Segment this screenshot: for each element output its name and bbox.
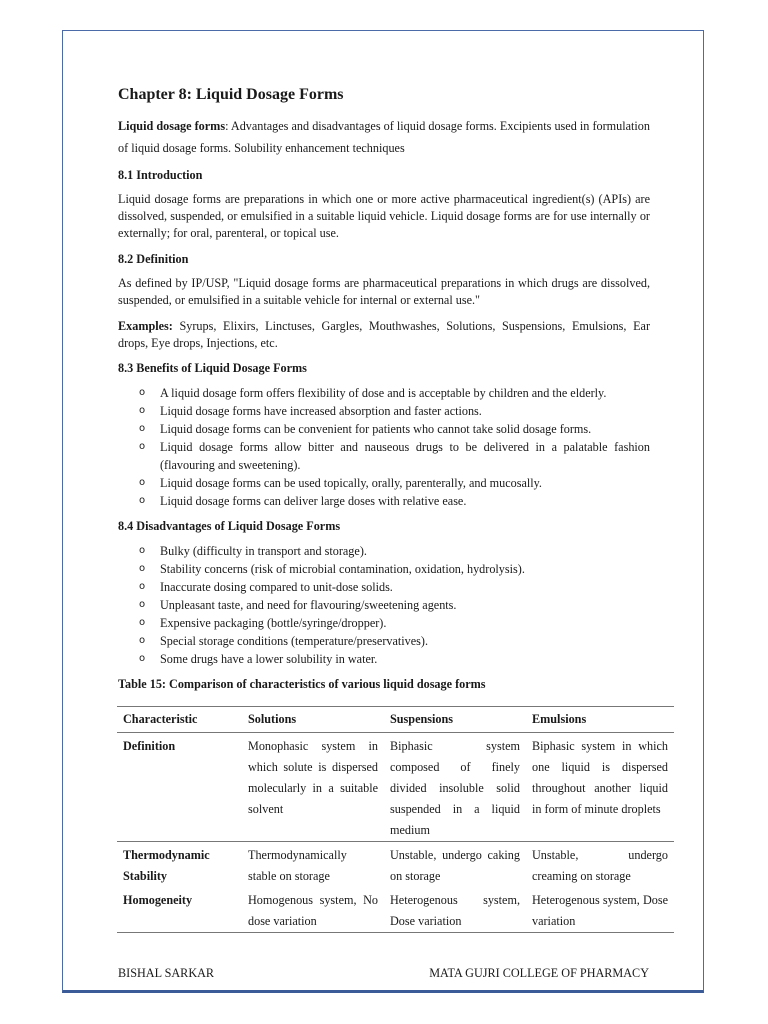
list-item <box>118 650 650 668</box>
table-header-cell: Emulsions <box>526 707 674 733</box>
list-item-text: Liquid dosage forms can deliver large doses with relative ease. <box>160 494 467 509</box>
table-cell: Unstable, undergo caking on storage <box>390 848 520 884</box>
chapter-title: Chapter 8: Liquid Dosage Forms <box>118 86 344 103</box>
bullet-icon: o <box>139 387 146 399</box>
introduction-paragraph: Liquid dosage forms are preparations in which one or more active pharmaceutical ingredient(s) (APIs) are dissolved, suspended, or emulsified in a suitable liquid vehicle. Liquid dosage forms are for use internally or externally; for oral, parenteral, or topical use. <box>118 192 650 241</box>
section-heading-benefits: 8.3 Benefits of Liquid Dosage Forms <box>118 361 307 376</box>
definition-paragraph: As defined by IP/USP, "Liquid dosage forms are pharmaceutical preparations in which drugs are dissolved, suspended, or emulsified in a suitable vehicle for internal or external use." <box>118 275 650 307</box>
table-cell: Biphasic system in which one liquid is dispersed throughout another liquid in form of minute droplets <box>526 733 674 842</box>
bullet-icon: o <box>139 653 146 665</box>
bullet-icon: o <box>139 495 146 507</box>
list-item-text: Some drugs have a lower solubility in water. <box>160 652 378 667</box>
table-row <box>117 887 674 933</box>
bullet-icon: o <box>139 477 146 489</box>
table-row <box>117 842 674 888</box>
list-item <box>118 402 650 420</box>
table-row-header: Thermodynamic Stability <box>123 848 210 884</box>
table-cell: Heterogenous system, Dose variation <box>384 887 526 933</box>
intro-label: Liquid dosage forms <box>118 119 226 133</box>
list-item-text: Liquid dosage forms have increased absorption and faster actions. <box>160 404 482 419</box>
table-header-cell: Solutions <box>242 707 384 733</box>
comparison-table <box>117 706 674 933</box>
table-cell: Unstable, undergo creaming on storage <box>532 848 668 884</box>
section-heading-definition: 8.2 Definition <box>118 251 189 266</box>
table-cell: Heterogenous system, Dose variation <box>526 887 674 933</box>
table-cell: Thermodynamically stable on storage <box>248 848 347 884</box>
disadvantages-list <box>118 542 650 668</box>
list-item-text: Expensive packaging (bottle/syringe/dropper). <box>160 616 387 631</box>
list-item-text: Bulky (difficulty in transport and storage). <box>160 544 367 559</box>
list-item <box>118 420 650 438</box>
bullet-icon: o <box>139 563 146 575</box>
bullet-icon: o <box>139 441 146 453</box>
table-cell: Biphasic system composed of finely divided insoluble solid suspended in a liquid medium <box>384 733 526 842</box>
list-item <box>118 492 650 510</box>
footer-college: MATA GUJRI COLLEGE OF PHARMACY <box>429 966 649 980</box>
table-row-header: Homogeneity <box>117 887 242 933</box>
list-item <box>118 632 650 650</box>
document-content <box>118 86 668 933</box>
list-item <box>118 578 650 596</box>
section-heading-disadvantages: 8.4 Disadvantages of Liquid Dosage Forms <box>118 519 341 534</box>
chapter-intro <box>118 115 650 159</box>
table-row <box>117 733 674 842</box>
list-item-text: A liquid dosage form offers flexibility of dose and is acceptable by children and the elderly. <box>160 386 607 401</box>
list-item <box>118 384 650 402</box>
table-header-cell: Suspensions <box>384 707 526 733</box>
table-header-cell: Characteristic <box>117 707 242 733</box>
bullet-icon: o <box>139 635 146 647</box>
list-item <box>118 614 650 632</box>
table-cell: Homogenous system, No dose variation <box>242 887 384 933</box>
footer-author: BISHAL SARKAR <box>118 966 215 980</box>
list-item <box>118 560 650 578</box>
list-item-text: Liquid dosage forms can be used topically, orally, parenterally, and mucosally. <box>160 476 542 491</box>
bullet-icon: o <box>139 423 146 435</box>
list-item-text: Stability concerns (risk of microbial contamination, oxidation, hydrolysis). <box>160 562 525 577</box>
intro-text: : Advantages and disadvantages of liquid dosage forms. Excipients used in formulation of liquid dosage forms. Solubility enhancement techniques <box>118 119 650 155</box>
table-title: Table 15: Comparison of characteristics of various liquid dosage forms <box>118 677 486 692</box>
table-cell: Monophasic system in which solute is dispersed molecularly in a suitable solvent <box>242 733 384 842</box>
list-item-text: Liquid dosage forms allow bitter and nauseous drugs to be delivered in a palatable fashion (flavouring and sweetening). <box>160 440 650 473</box>
list-item-text: Liquid dosage forms can be convenient for patients who cannot take solid dosage forms. <box>160 422 592 437</box>
bullet-icon: o <box>139 617 146 629</box>
examples-label: Examples: <box>118 319 173 334</box>
table-row-header: Definition <box>117 733 242 842</box>
list-item <box>118 596 650 614</box>
table-header-row <box>117 707 674 733</box>
list-item-text: Special storage conditions (temperature/preservatives). <box>160 634 429 649</box>
examples-paragraph <box>118 318 650 352</box>
list-item <box>118 438 650 474</box>
examples-text: Syrups, Elixirs, Linctuses, Gargles, Mouthwashes, Solutions, Suspensions, Emulsions, Ear drops, Eye drops, Injections, etc. <box>118 319 650 351</box>
bullet-icon: o <box>139 405 146 417</box>
list-item <box>118 542 650 560</box>
bullet-icon: o <box>139 599 146 611</box>
list-item-text: Unpleasant taste, and need for flavouring/sweetening agents. <box>160 598 457 613</box>
bullet-icon: o <box>139 581 146 593</box>
list-item <box>118 474 650 492</box>
benefits-list <box>118 384 650 510</box>
list-item-text: Inaccurate dosing compared to unit-dose solids. <box>160 580 393 595</box>
section-heading-introduction: 8.1 Introduction <box>118 168 203 182</box>
bullet-icon: o <box>139 545 146 557</box>
